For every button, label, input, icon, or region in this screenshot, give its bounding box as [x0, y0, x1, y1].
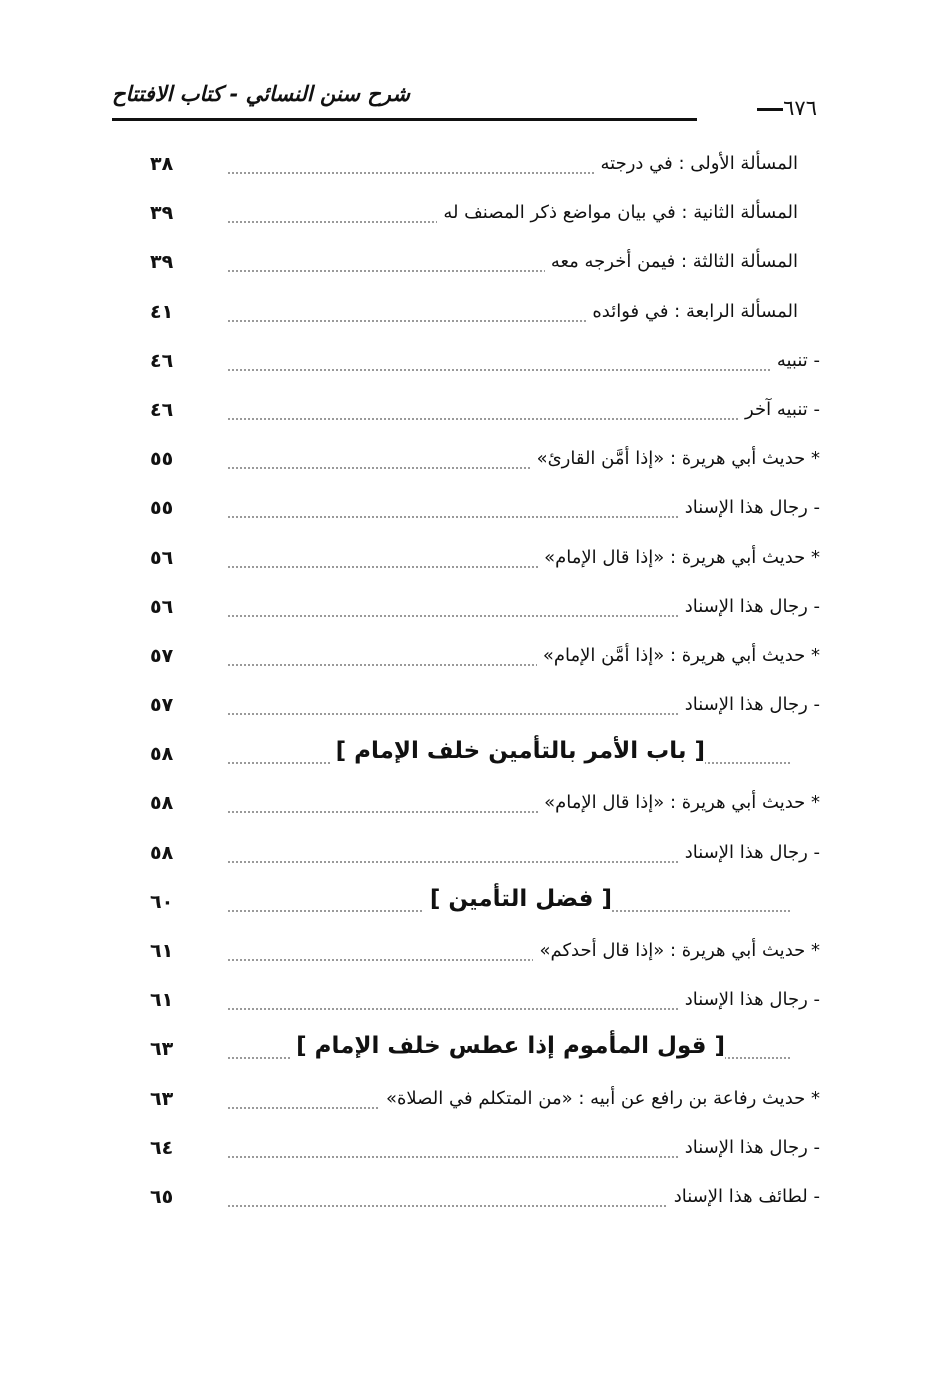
toc-section-heading [150, 730, 820, 779]
toc-entry-page: ٣٩ [150, 251, 174, 274]
toc-entry-page: ٥٧ [150, 694, 174, 717]
toc-entry [150, 681, 820, 730]
toc-entry [150, 632, 820, 681]
toc-entry-page: ٦٠ [150, 890, 174, 913]
dot-leader [228, 341, 790, 371]
toc-entry-title: - رجال هذا الإسناد [679, 1134, 820, 1162]
toc-entry-page: ٥٨ [150, 743, 174, 766]
toc-entry-title: المسألة الثانية : في بيان مواضع ذكر المصنف له [437, 199, 798, 227]
toc-entry-title: * حديث أبي هريرة : «إذا قال الإمام» [538, 789, 820, 817]
running-header [112, 78, 817, 126]
toc-entry-title: * حديث أبي هريرة : «إذا أمَّن الإمام» [537, 642, 820, 670]
dot-leader [228, 390, 790, 420]
toc-entry-title: - رجال هذا الإسناد [679, 691, 820, 719]
toc-entry-title: المسألة الرابعة : في فوائده [586, 298, 798, 326]
toc-entry-title: [ فضل التأمين ] [424, 884, 612, 914]
header-dash [757, 108, 783, 111]
toc-entry-page: ٥٧ [150, 644, 174, 667]
toc-entry-title: [ باب الأمر بالتأمين خلف الإمام ] [330, 736, 705, 766]
toc-entry-page: ٥٥ [150, 448, 174, 471]
toc-entry-page: ٤٦ [150, 349, 174, 372]
toc-entry-page: ٦٣ [150, 1038, 174, 1061]
toc-entry-page: ٥٦ [150, 595, 174, 618]
page-number [749, 96, 817, 120]
toc-entry-page: ٤١ [150, 300, 174, 323]
toc-entry [150, 288, 820, 337]
toc-entry-title: - تنبيه [771, 347, 820, 375]
toc-entry-title: - تنبيه آخر [739, 396, 820, 424]
toc-entry-page: ٦١ [150, 989, 174, 1012]
toc-entry [150, 1173, 820, 1222]
toc-entry [150, 140, 820, 189]
toc-entry-title: المسألة الأولى : في درجته [595, 150, 799, 178]
toc-entry-page: ٣٩ [150, 202, 174, 225]
toc-entry-title: المسألة الثالثة : فيمن أخرجه معه [545, 248, 798, 276]
toc-section-heading [150, 1025, 820, 1074]
toc-entry [150, 435, 820, 484]
toc-entry [150, 337, 820, 386]
toc-entry [150, 386, 820, 435]
toc-entry-title: - رجال هذا الإسناد [679, 839, 820, 867]
toc-entry-page: ٥٥ [150, 497, 174, 520]
book-title: شرح سنن النسائي - كتاب الافتتاح [112, 82, 410, 106]
toc-entry-title: * حديث أبي هريرة : «إذا أمَّن القارئ» [531, 445, 820, 473]
toc-entry-title: * حديث رفاعة بن رافع عن أبيه : «من المتكلم في الصلاة» [380, 1085, 820, 1113]
toc-entry [150, 189, 820, 238]
toc-entry [150, 534, 820, 583]
toc-entry-title: - رجال هذا الإسناد [679, 986, 820, 1014]
toc-entry [150, 484, 820, 533]
toc-entry [150, 779, 820, 828]
toc-section-heading [150, 878, 820, 927]
page-number-text: ٦٧٦ [783, 96, 817, 120]
table-of-contents [150, 140, 820, 1222]
toc-entry-title: [ قول المأموم إذا عطس خلف الإمام ] [290, 1031, 725, 1061]
toc-entry [150, 238, 820, 287]
toc-entry-page: ٦٤ [150, 1136, 174, 1159]
toc-entry [150, 976, 820, 1025]
toc-entry-page: ٥٨ [150, 841, 174, 864]
toc-entry-title: - رجال هذا الإسناد [679, 593, 820, 621]
header-rule [112, 118, 697, 121]
toc-entry-page: ٥٨ [150, 792, 174, 815]
toc-entry [150, 583, 820, 632]
toc-entry-page: ٦١ [150, 940, 174, 962]
toc-entry-page: ٥٦ [150, 546, 174, 569]
toc-entry-title: - لطائف هذا الإسناد [668, 1183, 820, 1211]
toc-entry-title: - رجال هذا الإسناد [679, 494, 820, 522]
toc-entry-page: ٣٨ [150, 153, 174, 175]
toc-entry [150, 927, 820, 976]
toc-entry-title: * حديث أبي هريرة : «إذا قال الإمام» [538, 544, 820, 572]
toc-entry [150, 829, 820, 878]
toc-entry [150, 1075, 820, 1124]
toc-entry-page: ٤٦ [150, 398, 174, 421]
toc-entry [150, 1124, 820, 1173]
toc-entry-title: * حديث أبي هريرة : «إذا قال أحدكم» [533, 937, 820, 965]
toc-entry-page: ٦٥ [150, 1185, 174, 1208]
toc-entry-page: ٦٣ [150, 1087, 174, 1110]
